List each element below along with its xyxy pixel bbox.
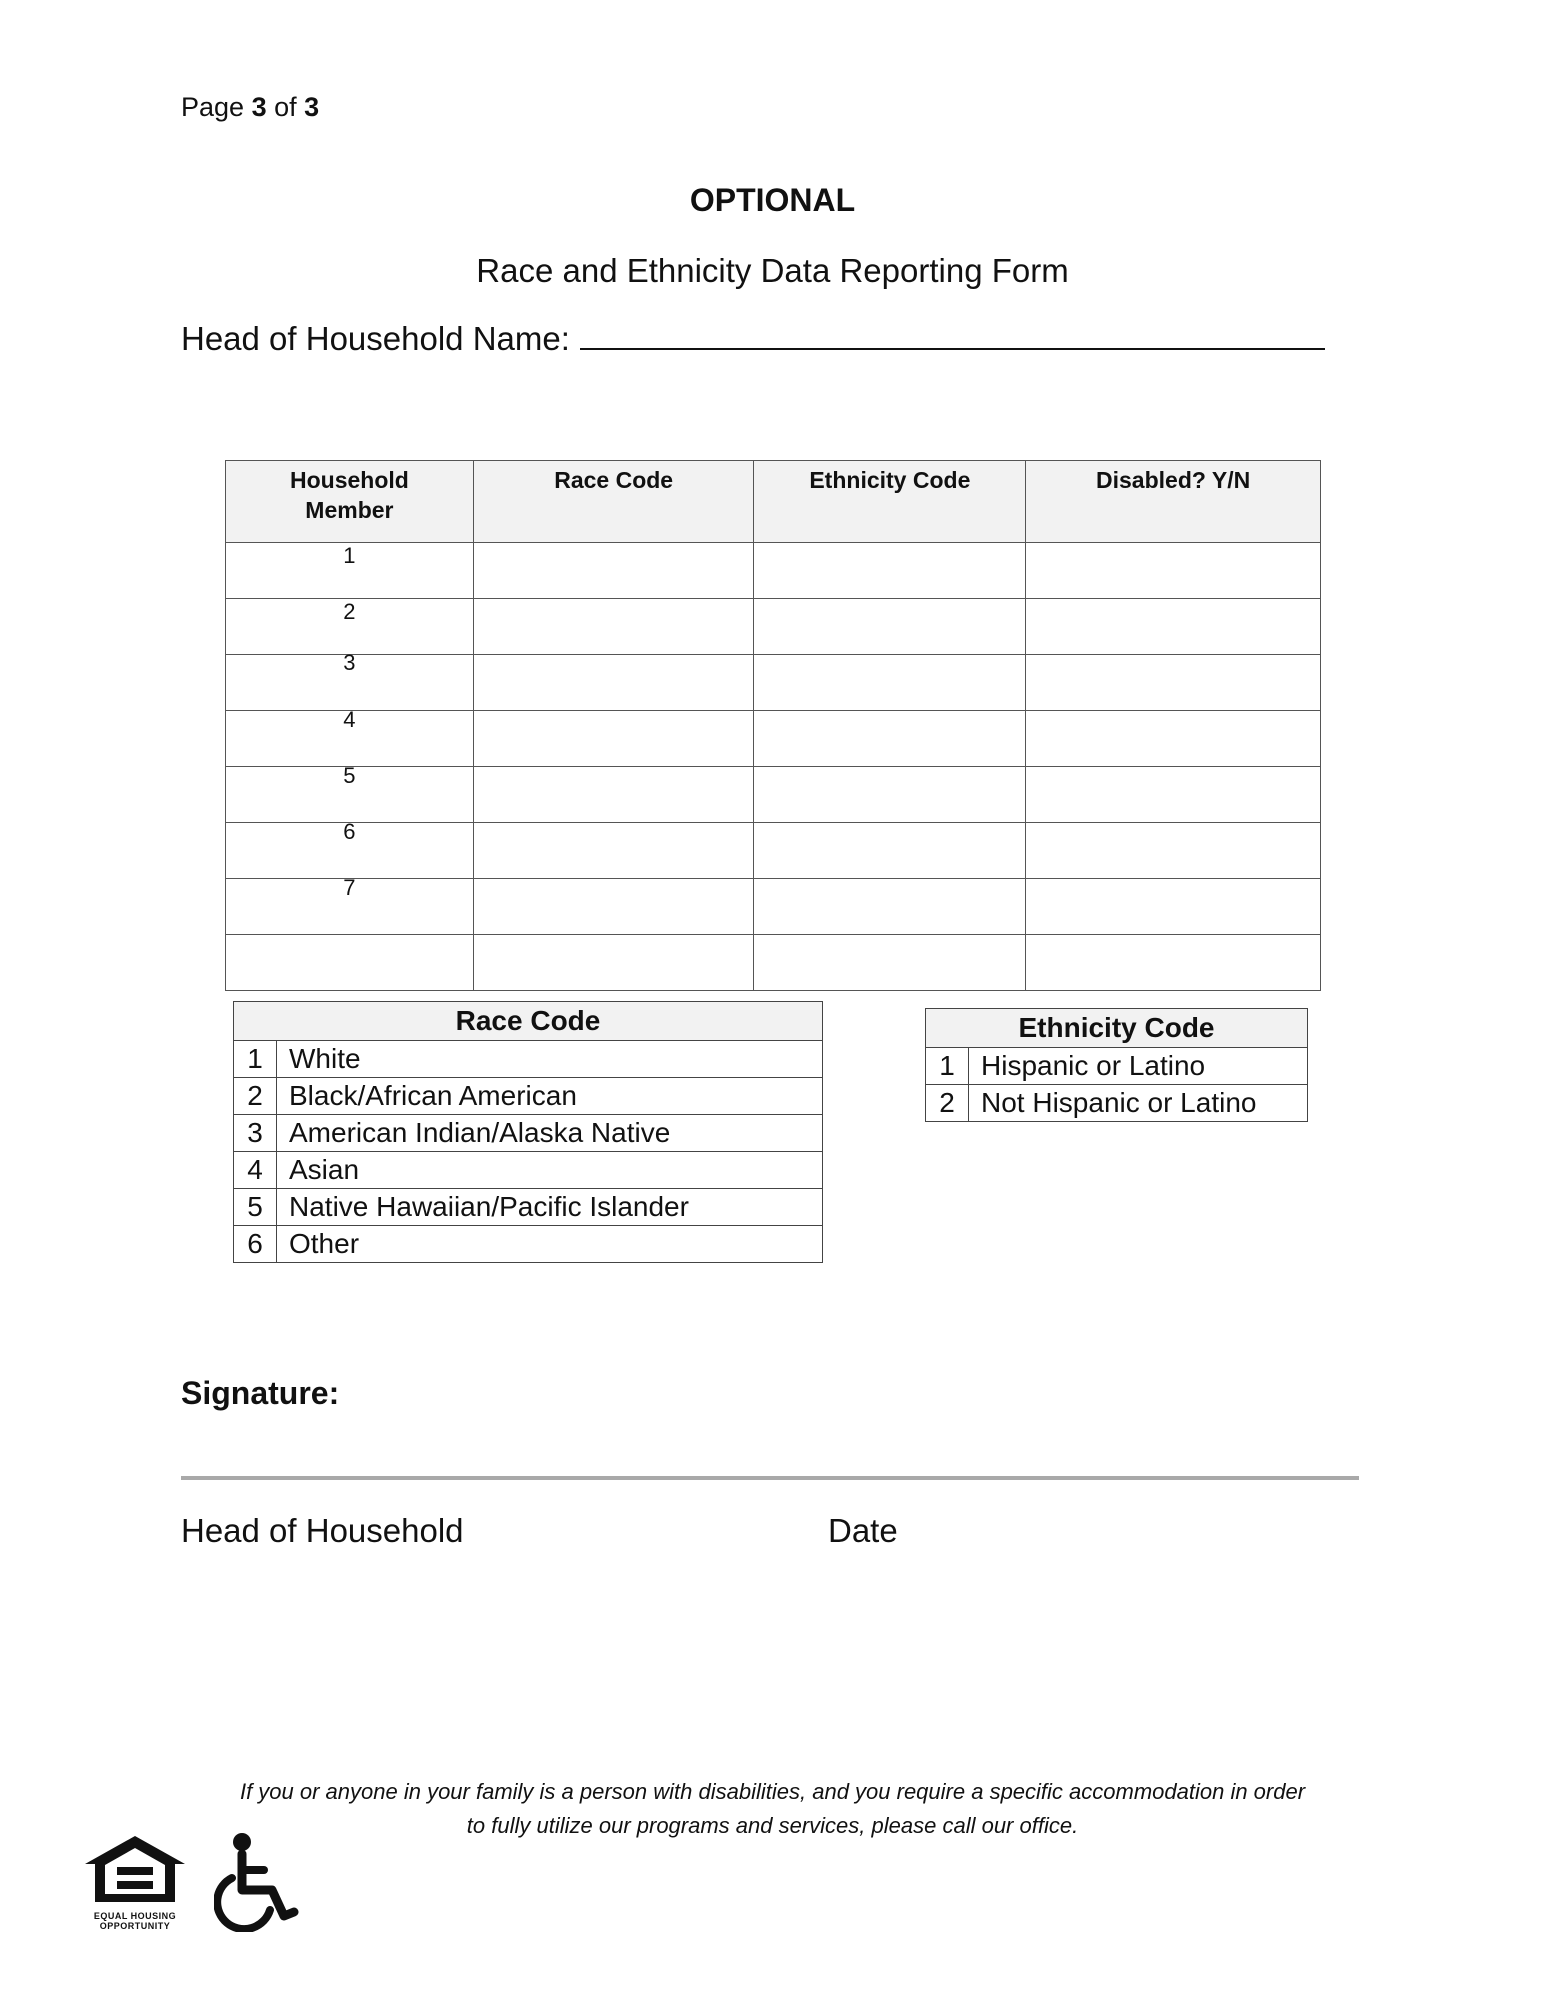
member-number-empty[interactable] [226, 935, 474, 991]
race-code-cell[interactable] [473, 823, 754, 879]
table-row [226, 711, 1321, 767]
table-row [226, 935, 1321, 991]
race-code-cell[interactable] [473, 935, 754, 991]
ethnicity-code-cell[interactable] [754, 711, 1026, 767]
member-number: 4 [226, 711, 474, 767]
hoh-name-label: Head of Household Name: [181, 320, 570, 357]
disabled-cell[interactable] [1026, 935, 1321, 991]
hoh-name-row [181, 320, 1325, 358]
disabled-cell[interactable] [1026, 599, 1321, 655]
disabled-cell[interactable] [1026, 823, 1321, 879]
ethnicity-code-cell[interactable] [754, 823, 1026, 879]
table-row [226, 599, 1321, 655]
ethnicity-code-legend-title: Ethnicity Code [926, 1009, 1308, 1048]
table-row [226, 655, 1321, 711]
disabled-cell[interactable] [1026, 711, 1321, 767]
col-ethnicity-code: Ethnicity Code [754, 461, 1026, 543]
ethnicity-code-cell[interactable] [754, 879, 1026, 935]
race-code-legend-title: Race Code [234, 1002, 823, 1041]
disabled-cell[interactable] [1026, 655, 1321, 711]
race-code-cell[interactable] [473, 879, 754, 935]
eho-caption: EQUAL HOUSING OPPORTUNITY [93, 1911, 177, 1931]
list-item: 6 Other [234, 1226, 823, 1263]
table-row [226, 879, 1321, 935]
signature-line[interactable] [181, 1476, 1359, 1480]
member-number: 7 [226, 879, 474, 935]
disabled-cell[interactable] [1026, 879, 1321, 935]
member-number: 5 [226, 767, 474, 823]
household-member-table [225, 460, 1321, 991]
ethnicity-code-legend [925, 1008, 1308, 1122]
col-household-member: Household Member [226, 461, 474, 543]
race-code-cell[interactable] [473, 711, 754, 767]
table-row [226, 823, 1321, 879]
head-of-household-label: Head of Household [181, 1512, 464, 1549]
member-number: 3 [226, 655, 474, 711]
member-number: 6 [226, 823, 474, 879]
race-code-cell[interactable] [473, 543, 754, 599]
ethnicity-code-cell[interactable] [754, 543, 1026, 599]
list-item: 1 White [234, 1041, 823, 1078]
list-item: 4 Asian [234, 1152, 823, 1189]
table-row [226, 543, 1321, 599]
member-number: 2 [226, 599, 474, 655]
accommodation-notice: If you or anyone in your family is a person with disabilities, and you require a specific accommodation in order to fully utilize our programs and services, please call our office. [239, 1779, 1306, 1838]
equal-housing-logo [83, 1834, 187, 1931]
list-item: 5 Native Hawaiian/Pacific Islander [234, 1189, 823, 1226]
race-code-cell[interactable] [473, 655, 754, 711]
disabled-cell[interactable] [1026, 767, 1321, 823]
disabled-cell[interactable] [1026, 543, 1321, 599]
col-race-code: Race Code [473, 461, 754, 543]
ethnicity-code-cell[interactable] [754, 935, 1026, 991]
form-title: Race and Ethnicity Data Reporting Form [476, 252, 1069, 289]
list-item: 2 Not Hispanic or Latino [926, 1085, 1308, 1122]
member-table-header [226, 461, 1321, 543]
ethnicity-code-cell[interactable] [754, 599, 1026, 655]
signature-label: Signature: [181, 1375, 340, 1411]
race-code-cell[interactable] [473, 599, 754, 655]
hoh-name-field[interactable] [580, 320, 1325, 350]
ethnicity-code-cell[interactable] [754, 655, 1026, 711]
page-number: Page 3 of 3 [181, 92, 320, 122]
list-item: 1 Hispanic or Latino [926, 1048, 1308, 1085]
equal-housing-icon [83, 1834, 187, 1906]
optional-heading: OPTIONAL [689, 182, 856, 218]
table-row [226, 767, 1321, 823]
ethnicity-code-cell[interactable] [754, 767, 1026, 823]
race-code-legend [233, 1001, 823, 1263]
member-number: 1 [226, 543, 474, 599]
wheelchair-accessibility-icon [214, 1832, 304, 1932]
col-disabled: Disabled? Y/N [1026, 461, 1321, 543]
list-item: 3 American Indian/Alaska Native [234, 1115, 823, 1152]
date-label: Date [828, 1512, 898, 1549]
list-item: 2 Black/African American [234, 1078, 823, 1115]
race-code-cell[interactable] [473, 767, 754, 823]
